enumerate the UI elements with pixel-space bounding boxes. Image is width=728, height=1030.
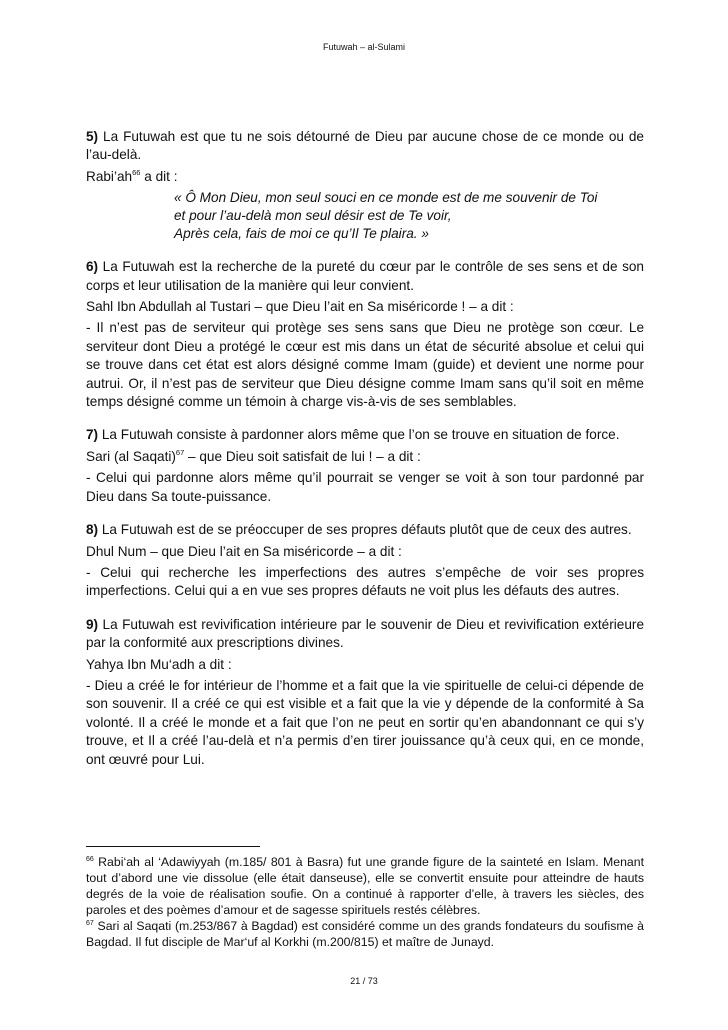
footnotes — [86, 854, 644, 950]
section-9-speaker: Yahya Ibn Mu‘adh a dit : — [86, 656, 232, 672]
section-9-saying: - Dieu a créé le for intérieur de l’homme et a fait que la vie spirituelle de celui-ci dépende de son souvenir. Il a créé ce qui est visible et a fait que la vie y dépende de la conformité à Sa volonté. Il a créé le monde et a fait que l’on ne peut en sortir qu’en abandonnant ce qui s’y trouve, et Il a créé l’au-delà et n’a permis d’en tirer jouissance qu’à ceux qui, en ce monde, ont œuvré pour Lui. — [86, 677, 644, 767]
footnote-divider — [86, 846, 260, 847]
section-6-statement — [86, 258, 644, 295]
section-8-saying: - Celui qui recherche les imperfections des autres s’empêche de voir ses propres imperfections. Celui qui a en vue ses propres défauts ne voit plus les défauts des autres. — [86, 564, 644, 599]
footnote-66 — [86, 854, 644, 918]
speaker-suffix: – que Dieu soit satisfait de lui ! – a dit : — [184, 448, 421, 464]
section-number: 9) — [86, 616, 99, 632]
page-body — [86, 128, 644, 784]
section-6 — [86, 258, 644, 411]
section-text: La Futuwah est la recherche de la pureté du cœur par le contrôle de ses sens et de son corps et leur utilisation de la manière qui leur convient. — [86, 259, 644, 293]
section-8-speaker: Dhul Num – que Dieu l’ait en Sa miséricorde – a dit : — [86, 543, 402, 559]
section-text: La Futuwah est que tu ne sois détourné de Dieu par aucune chose de ce monde ou de l’au-delà. — [86, 129, 644, 163]
speaker-name: Sari (al Saqati) — [86, 448, 176, 464]
section-5-statement — [86, 128, 644, 165]
section-7-statement — [86, 426, 644, 444]
speaker-suffix: a dit : — [140, 168, 178, 184]
section-8 — [86, 521, 644, 601]
footnote-ref-66[interactable]: 66 — [132, 167, 141, 177]
footnote-ref-67[interactable]: 67 — [175, 447, 185, 457]
section-6-saying: - Il n’est pas de serviteur qui protège ses sens sans que Dieu ne protège son cœur. Le serviteur dont Dieu a protégé le cœur est mis dans un état de sécurité absolue et celui qui se trouve dans cet état est alors désigné comme Imam (guide) et devient une norme pour autrui. Or, il n’est pas de serviteur que Dieu désigne comme Imam sans qu’il soit en même temps désigné comme un témoin à charge vis-à-vis de ses semblables. — [86, 320, 644, 410]
section-number: 8) — [86, 522, 99, 538]
page-number: 21 / 73 — [350, 976, 378, 986]
section-7 — [86, 426, 644, 506]
poem-quote — [174, 189, 644, 243]
quote-line: et pour l’au-delà mon seul désir est de Te voir, — [174, 208, 452, 224]
section-9 — [86, 616, 644, 769]
section-text: La Futuwah est revivification intérieure par le souvenir de Dieu et revivification extérieure par la conformité aux prescriptions divines. — [86, 616, 644, 651]
section-number: 7) — [86, 427, 99, 443]
footnote-67 — [86, 918, 644, 950]
footnote-text: Rabi‘ah al ‘Adawiyyah (m.185/ 801 à Basra) fut une grande figure de la sainteté en Islam. Menant tout d’abord une vie dissolue (elle était danseuse), elle se convertit ensuite pour atteindre de hauts degrés de la voie de réalisation soufie. On a continué à rapporter d’elle, à travers les siècles, des paroles et des poèmes d’amour et de sagesse spirituels restés célèbres. — [86, 855, 644, 917]
section-9-statement — [86, 616, 644, 653]
section-text: La Futuwah consiste à pardonner alors même que l’on se trouve en situation de force. — [98, 427, 620, 443]
section-5 — [86, 128, 644, 243]
section-6-speaker: Sahl Ibn Abdullah al Tustari – que Dieu l’ait en Sa miséricorde ! – a dit : — [86, 299, 514, 315]
section-5-speaker — [86, 168, 644, 186]
section-text: La Futuwah est de se préoccuper de ses propres défauts plutôt que de ceux des autres. — [98, 522, 632, 538]
speaker-name: Rabi’ah — [86, 168, 133, 184]
section-8-statement — [86, 521, 644, 539]
section-7-saying: - Celui qui pardonne alors même qu’il pourrait se venger se voit à son tour pardonné par Dieu dans Sa toute-puissance. — [86, 470, 644, 504]
quote-line: « Ô Mon Dieu, mon seul souci en ce monde est de me souvenir de Toi — [174, 190, 598, 206]
section-number: 5) — [86, 129, 99, 144]
running-header: Futuwah – al-Sulami — [322, 42, 406, 52]
quote-line: Après cela, fais de moi ce qu’Il Te plaira. » — [174, 226, 429, 242]
section-7-speaker — [86, 448, 644, 466]
footnote-number: 67 — [86, 920, 94, 927]
section-number: 6) — [86, 259, 99, 275]
footnote-text: Sari al Saqati (m.253/867 à Bagdad) est considéré comme un des grands fondateurs du soufisme à Bagdad. Il fut disciple de Mar‘uf al Korkhi (m.200/815) et maître de Junayd. — [86, 919, 644, 949]
footnote-number: 66 — [86, 856, 94, 863]
